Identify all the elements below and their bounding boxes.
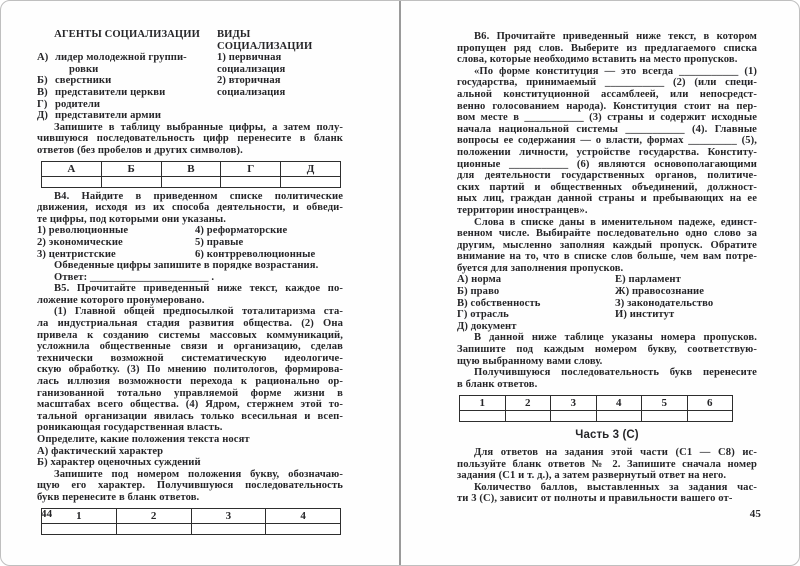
table-header-cell: Б xyxy=(101,162,161,176)
agents-column-header: АГЕНТЫ СОЦИАЛИЗАЦИИ xyxy=(54,29,200,40)
agent-item: Б) сверстники xyxy=(37,75,112,87)
task-b5-text: (1) Главной общей предпосылкой тоталитаризма ста- ла индустриальная стадия развития общества. (2) Она привела к созданию системы массовых коммуникаций, усложнила общественные связи и организацию, сделав технически возможной систематическую идеологиче- скую обработку. (3) По мнению политологов, формирова- лась иллюзия возможности перехода к рационально ор- ганизованной тотально управляемой форме жизни в масштабах всего общества. (4) Ядром, стержнем этой то- тальной организации явилась только всесильная и всеп- роникающая государственная власть. xyxy=(37,306,343,434)
table-answer-cell xyxy=(641,411,687,421)
matching-task-headers xyxy=(37,29,343,52)
page-number-left: 44 xyxy=(41,508,53,520)
task-b6-transfer-instruction: Получившуюся последовательность букв перенесите в бланк ответов. xyxy=(457,367,757,390)
page-number-right: 45 xyxy=(749,508,761,520)
table-answer-cell xyxy=(42,177,101,187)
table-answer-cell xyxy=(687,411,733,421)
table-answer-cell xyxy=(460,411,505,421)
task-b5-statement: В5. Прочитайте приведенный ниже текст, каждое по- ложение которого пронумеровано. xyxy=(37,283,343,306)
agents-list xyxy=(37,52,217,122)
table-answer-cell xyxy=(596,411,642,421)
table-instruction-paragraph: Запишите в таблицу выбранные цифры, а затем полу- чившуюся последовательность цифр перенесите в бланк ответов (без пробелов и других символов). xyxy=(37,121,343,156)
kinds-column-header: ВИДЫ СОЦИАЛИЗАЦИИ xyxy=(217,29,313,52)
matching-task-body xyxy=(37,52,343,122)
table-answer-cell xyxy=(161,177,221,187)
task-b4-options xyxy=(37,225,343,260)
table-answer-cell xyxy=(116,524,191,534)
table-answer-cell xyxy=(101,177,161,187)
table-answer-cell xyxy=(265,524,340,534)
table-header-cell: А xyxy=(67,162,76,175)
task-b6-quoted-text: «По форме конституция — это всегда ___________ (1) государства, принимаемый ___________ (2) (или специ- альной конституционной ассамблеей, или непосредст- венно голосованием народа). Конституция стоит на пер- вом месте в ___________ (3) страны и содержит исходные начала национальной системы ___________ (4). Главные вопросы ее содержания — о власти, формах _________ (5), положении личности, устройстве государства. Конститу- ционные ___________ (6) являются основополагающими для деятельности государственных органов, политиче- ских партий и общественных объединений, должност- ных лиц, граждан данной страны и пребывающих на ее территории иностранцев». xyxy=(457,65,757,216)
table-header-cell: Д xyxy=(280,162,340,176)
answer-table-numbers-6 xyxy=(459,395,733,422)
part-3-paragraph-1: Для ответов на задания этой части (С1 — С8) ис- пользуйте бланк ответов № 2. Запишите сначала номер задания (С1 и т. д.), а затем развернутый ответ на него. xyxy=(457,447,757,482)
part-3-title: Часть 3 (С) xyxy=(575,429,639,442)
task-b4-note-line: Обведенные цифры запишите в порядке возрастания. xyxy=(54,260,319,272)
task-b4-options-left: 1) революционные 2) экономические 3) центристские xyxy=(37,225,129,260)
task-b6-word-list xyxy=(457,274,757,332)
table-header-cell: 6 xyxy=(687,396,733,410)
answer-table-numbers-4-empty-row xyxy=(42,523,340,534)
answer-table-numbers-4 xyxy=(41,508,341,535)
table-header-cell: 4 xyxy=(265,509,340,523)
table-header-cell: Г xyxy=(220,162,280,176)
table-header-cell: 1 xyxy=(479,397,486,410)
task-b5-character-options: А) фактический характер Б) характер оценочных суждений xyxy=(37,445,201,469)
answer-table-numbers-4-header-row xyxy=(42,509,340,523)
task-b5-instruction: Запишите под номером положения букву, обозначаю- щую его характер. Получившуюся последовательность букв перенесите в бланк ответов. xyxy=(37,468,343,503)
answer-table-letters-header-row xyxy=(42,162,340,176)
part-3-paragraph-2: Количество баллов, выставленных за задания час- ти 3 (С), зависит от полноты и правильности вашего от- xyxy=(457,481,757,505)
table-header-cell: В xyxy=(161,162,221,176)
table-answer-cell xyxy=(550,411,596,421)
answer-table-numbers-6-empty-row xyxy=(460,410,732,421)
agent-item: Г) родители xyxy=(37,98,101,110)
table-header-cell: 2 xyxy=(505,396,551,410)
agent-item: В) представители церкви xyxy=(37,86,166,98)
task-b6-table-instruction: В данной ниже таблице указаны номера пропусков. Запишите под каждым номером букву, соответствую- щую выбранному вами слову. xyxy=(457,332,757,367)
table-answer-cell xyxy=(191,524,266,534)
answer-table-letters-empty-row xyxy=(42,176,340,187)
table-header-cell: 1 xyxy=(76,509,82,522)
answer-table-letters xyxy=(41,161,341,188)
table-header-cell: 4 xyxy=(596,396,642,410)
task-b6-words-right: Е) парламент Ж) правосознание З) законодательство И) институт xyxy=(615,274,714,321)
task-b5-determine-line: Определите, какие положения текста носят xyxy=(37,434,250,445)
table-answer-cell xyxy=(42,524,116,534)
table-header-cell: 5 xyxy=(641,396,687,410)
kinds-list: 1) первичная социализация 2) вторичная социализация xyxy=(217,52,286,98)
task-b4-note xyxy=(37,260,343,272)
answer-table-numbers-6-header-row xyxy=(460,396,732,410)
table-header-cell: 3 xyxy=(191,509,266,523)
page-gutter-divider xyxy=(399,1,401,565)
task-b6-note: Слова в списке даны в именительном падеже, единст- венном числе. Выбирайте последовательно одно слово за другим, мысленно заполняя каждый пропуск. Обратите внимание на то, что в списке слов больше, чем вам потре- буется для заполнения пропусков. xyxy=(457,216,757,274)
table-answer-cell xyxy=(280,177,340,187)
left-page xyxy=(37,29,343,538)
task-b4-options-right: 4) реформаторские 5) правые 6) контрреволюционные xyxy=(195,225,316,260)
task-b6-words-left: А) норма Б) право В) собственность Г) отрасль Д) документ xyxy=(457,274,541,332)
task-b4-answer-line: Ответ: ______________________ . xyxy=(54,271,215,283)
right-page xyxy=(457,31,757,505)
agent-item: А) лидер молодежной группи- ровки xyxy=(37,52,187,75)
task-b4-statement: В4. Найдите в приведенном списке политические движения, исходя из их способа деятельности, и обведи- те цифры, под которыми они указаны. xyxy=(37,190,343,225)
task-b6-statement: В6. Прочитайте приведенный ниже текст, в котором пропущен ряд слов. Выберите из предлагаемого списка слова, которые необходимо вставить на место пропусков. xyxy=(457,31,757,66)
agent-item: Д) представители армии xyxy=(37,110,162,122)
table-answer-cell xyxy=(220,177,280,187)
table-header-cell: 3 xyxy=(550,396,596,410)
table-answer-cell xyxy=(505,411,551,421)
table-header-cell: 2 xyxy=(116,509,191,523)
